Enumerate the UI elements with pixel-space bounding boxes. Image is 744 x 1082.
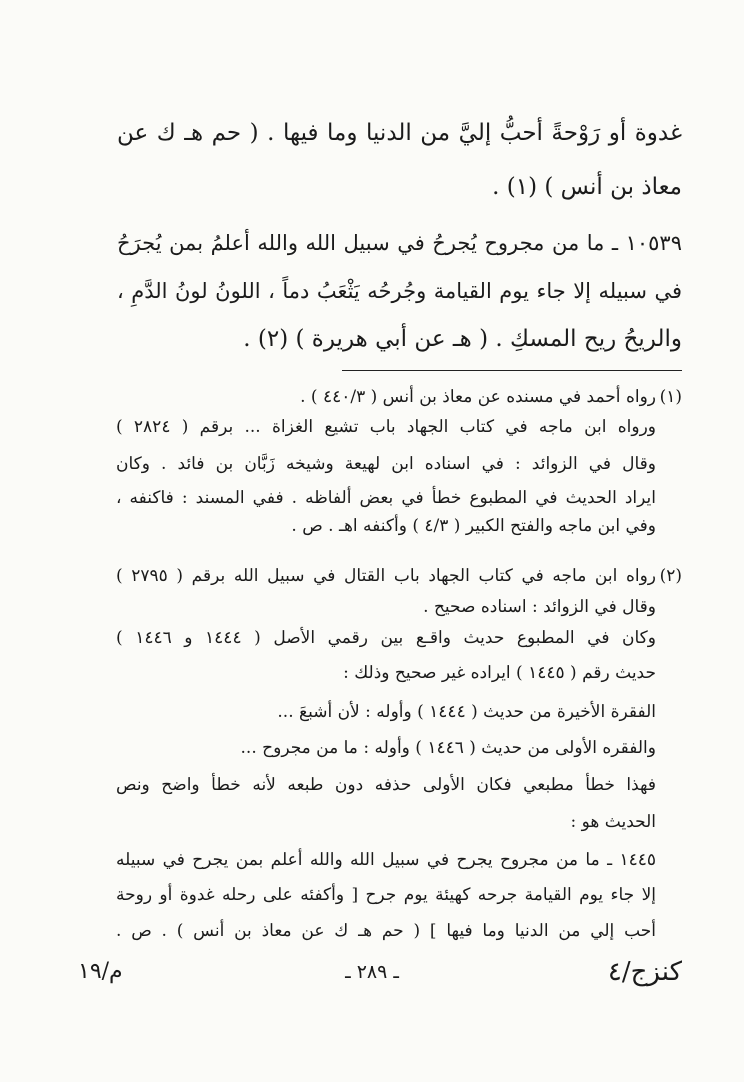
footnote-2-line: إلا جاء يوم القيامة جرحه كهيئة يوم جرح [ وأكفئه على رحله غدوة أو روحة: [116, 885, 656, 905]
footnote-1-line: ورواه ابن ماجه في كتاب الجهاد باب تشيع الغزاة ... برقم ( ٢٨٢٤ ): [116, 417, 656, 437]
hadith-10539-line: والريحُ ريح المسكِ . ( هـ عن أبي هريرة ) (٢) .: [243, 326, 682, 352]
footnote-1-line: وفي ابن ماجه والفتح الكبير ( ٤/٣ ) وأكنفه اهـ . ص .: [291, 516, 656, 536]
footnote-marker-2: (٢): [659, 566, 682, 586]
main-text-line: معاذ بن أنس ) (١) .: [492, 174, 682, 200]
footer-signature: كنزج/٤: [607, 957, 682, 987]
footnote-2-line: فهذا خطأ مطبعي فكان الأولى حذفه دون طبعه لأنه خطأ واضح ونص: [116, 775, 656, 795]
sheet-mark: م/١٩: [78, 959, 123, 984]
footnote-2-line: الفقرة الأخيرة من حديث ( ١٤٤٤ ) وأوله : لأن أشبعَ ...: [277, 702, 656, 722]
hadith-10539-line: ١٠٥٣٩ ـ ما من مجروح يُجرحُ في سبيل الله والله أعلمُ بمن يُجرَحُ: [117, 231, 682, 255]
hadith-10539-line: في سبيله إلا جاء يوم القيامة وجُرحُه يَثْعَبُ دماً ، اللونُ لونُ الدَّمِ ،: [117, 279, 682, 303]
footnote-2-line: وكان في المطبوع حديث واقـع بين رقمي الأصل ( ١٤٤٤ و ١٤٤٦ ): [116, 628, 656, 648]
footnote-1-line: ايراد الحديث في المطبوع خطأ في بعض ألفاظه . ففي المسند : فاكنفه ،: [116, 488, 656, 508]
footnote-marker-1: (١): [659, 387, 682, 407]
footnote-2-line: وقال في الزوائد : اسناده صحيح .: [423, 597, 656, 617]
footnote-2-line: ١٤٤٥ ـ ما من مجروح يجرح في سبيل الله والله أعلم بمن يجرح في سبيله: [116, 850, 656, 870]
footnote-2-line: رواه ابن ماجه في كتاب الجهاد باب القتال في سبيل الله برقم ( ٢٧٩٥ ): [116, 566, 656, 586]
footnote-1-line: رواه أحمد في مسنده عن معاذ بن أنس ( ٤٤٠/٣ ) .: [300, 387, 656, 407]
footnote-2-line: حديث رقم ( ١٤٤٥ ) ايراده غير صحيح وذلك :: [343, 663, 656, 683]
footnote-1-line: وقال في الزوائد : في اسناده ابن لهيعة وشيخه زَبَّان بن فائد . وكان: [116, 454, 656, 474]
footnote-separator: [342, 370, 682, 371]
page-number: ـ ٢٨٩ ـ: [345, 961, 399, 983]
footnote-2-line: أحب إلي من الدنيا وما فيها ] ( حم هـ ك عن معاذ بن أنس ) . ص .: [116, 921, 656, 941]
footnote-2-line: والفقره الأولى من حديث ( ١٤٤٦ ) وأوله : ما من مجروح ...: [240, 738, 656, 758]
footnote-2-line: الحديث هو :: [570, 812, 656, 832]
main-text-line: غدوة أو رَوْحةً أحبُّ إليَّ من الدنيا وما فيها . ( حم هـ ك عن: [117, 120, 682, 146]
